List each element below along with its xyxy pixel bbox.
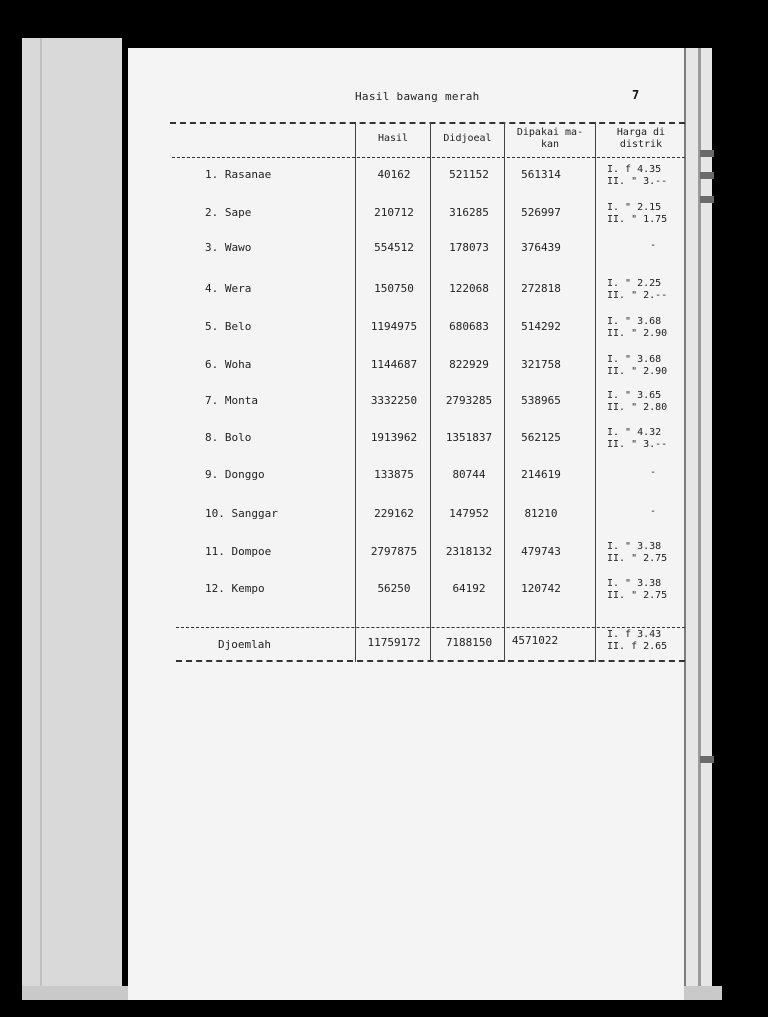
stacked-pages-edge	[684, 48, 712, 998]
column-divider	[430, 122, 431, 662]
table-top-rule	[170, 122, 685, 124]
row-didjoeal: 64192	[452, 582, 486, 595]
row-harga-2: II. " 3.--	[607, 439, 668, 450]
row-district: 11. Dompoe	[205, 545, 272, 558]
column-divider	[355, 122, 356, 662]
page-tab-marker	[700, 756, 714, 763]
row-dipakai: 214619	[521, 468, 561, 481]
row-dipakai: 81210	[524, 507, 558, 520]
row-dipakai: 561314	[521, 168, 561, 181]
row-harga-1: I. " 3.68	[607, 354, 662, 365]
row-harga-2: II. " 2.80	[607, 402, 668, 413]
row-district: 4. Wera	[205, 282, 252, 295]
page-tab-marker	[700, 172, 714, 179]
row-district: 8. Bolo	[205, 431, 252, 444]
row-hasil: 210712	[374, 206, 414, 219]
row-hasil: 2797875	[370, 545, 418, 558]
row-harga-1: I. " 4.32	[607, 427, 662, 438]
row-harga-2: II. " 3.--	[607, 176, 668, 187]
row-didjoeal: 122068	[449, 282, 489, 295]
row-harga-1: I. " 3.68	[607, 316, 662, 327]
row-harga-1: I. " 3.38	[607, 578, 662, 589]
row-harga-2: II. " 2.90	[607, 366, 668, 377]
row-hasil: 133875	[374, 468, 414, 481]
header-harga: Harga di distrik	[616, 127, 666, 150]
row-didjoeal: 1351837	[445, 431, 493, 444]
row-district: 7. Monta	[205, 394, 258, 407]
row-dipakai: 376439	[521, 241, 561, 254]
row-didjoeal: 822929	[449, 358, 489, 371]
row-hasil: 554512	[374, 241, 414, 254]
page-tab-marker	[700, 196, 714, 203]
row-harga-2: II. " 2.--	[607, 290, 668, 301]
row-dipakai: 120742	[521, 582, 561, 595]
row-harga: -	[650, 240, 657, 251]
row-district: 12. Kempo	[205, 582, 265, 595]
header-dipakai: Dipakai ma- kan	[516, 127, 584, 150]
row-harga-1: I. " 2.25	[607, 278, 662, 289]
header-rule	[172, 157, 685, 158]
row-dipakai: 526997	[521, 206, 561, 219]
row-hasil: 229162	[374, 507, 414, 520]
total-didjoeal: 7188150	[445, 636, 493, 649]
total-harga-2: II. f 2.65	[607, 641, 668, 652]
row-hasil: 3332250	[370, 394, 418, 407]
total-hasil: 11759172	[367, 636, 421, 649]
row-harga-2: II. " 2.90	[607, 328, 668, 339]
row-didjoeal: 316285	[449, 206, 489, 219]
row-didjoeal: 2793285	[445, 394, 493, 407]
row-hasil: 40162	[377, 168, 411, 181]
row-didjoeal: 521152	[449, 168, 489, 181]
row-dipakai: 479743	[521, 545, 561, 558]
column-divider	[504, 122, 505, 662]
total-dipakai: 4571022	[511, 634, 559, 647]
row-harga: -	[650, 506, 657, 517]
total-label: Djoemlah	[218, 638, 271, 651]
adjacent-page-edge	[22, 38, 122, 998]
row-harga-1: I. " 3.65	[607, 390, 662, 401]
row-district: 1. Rasanae	[205, 168, 272, 181]
row-district: 3. Wawo	[205, 241, 252, 254]
row-district: 6. Woha	[205, 358, 252, 371]
row-hasil: 1194975	[370, 320, 418, 333]
row-harga: -	[650, 467, 657, 478]
row-hasil: 1913962	[370, 431, 418, 444]
row-harga-2: II. " 1.75	[607, 214, 668, 225]
row-harga-1: I. " 3.38	[607, 541, 662, 552]
row-district: 10. Sanggar	[205, 507, 278, 520]
document-page	[128, 48, 684, 1000]
row-didjoeal: 2318132	[445, 545, 493, 558]
row-didjoeal: 147952	[449, 507, 489, 520]
header-hasil: Hasil	[377, 133, 409, 144]
row-harga-2: II. " 2.75	[607, 553, 668, 564]
row-district: 5. Belo	[205, 320, 252, 333]
column-divider	[595, 122, 596, 662]
row-didjoeal: 178073	[449, 241, 489, 254]
total-harga-1: I. f 3.43	[607, 629, 662, 640]
row-harga-1: I. f 4.35	[607, 164, 662, 175]
row-dipakai: 272818	[521, 282, 561, 295]
row-hasil: 150750	[374, 282, 414, 295]
header-didjoeal: Didjoeal	[443, 133, 492, 144]
row-dipakai: 514292	[521, 320, 561, 333]
row-didjoeal: 80744	[452, 468, 486, 481]
row-dipakai: 562125	[521, 431, 561, 444]
row-dipakai: 321758	[521, 358, 561, 371]
row-district: 9. Donggo	[205, 468, 265, 481]
page-number: 7	[632, 88, 640, 102]
row-district: 2. Sape	[205, 206, 252, 219]
row-harga-1: I. " 2.15	[607, 202, 662, 213]
row-hasil: 56250	[377, 582, 411, 595]
row-dipakai: 538965	[521, 394, 561, 407]
row-didjoeal: 680683	[449, 320, 489, 333]
row-hasil: 1144687	[370, 358, 418, 371]
page-tab-marker	[700, 150, 714, 157]
row-harga-2: II. " 2.75	[607, 590, 668, 601]
page-title: Hasil bawang merah	[355, 90, 480, 103]
